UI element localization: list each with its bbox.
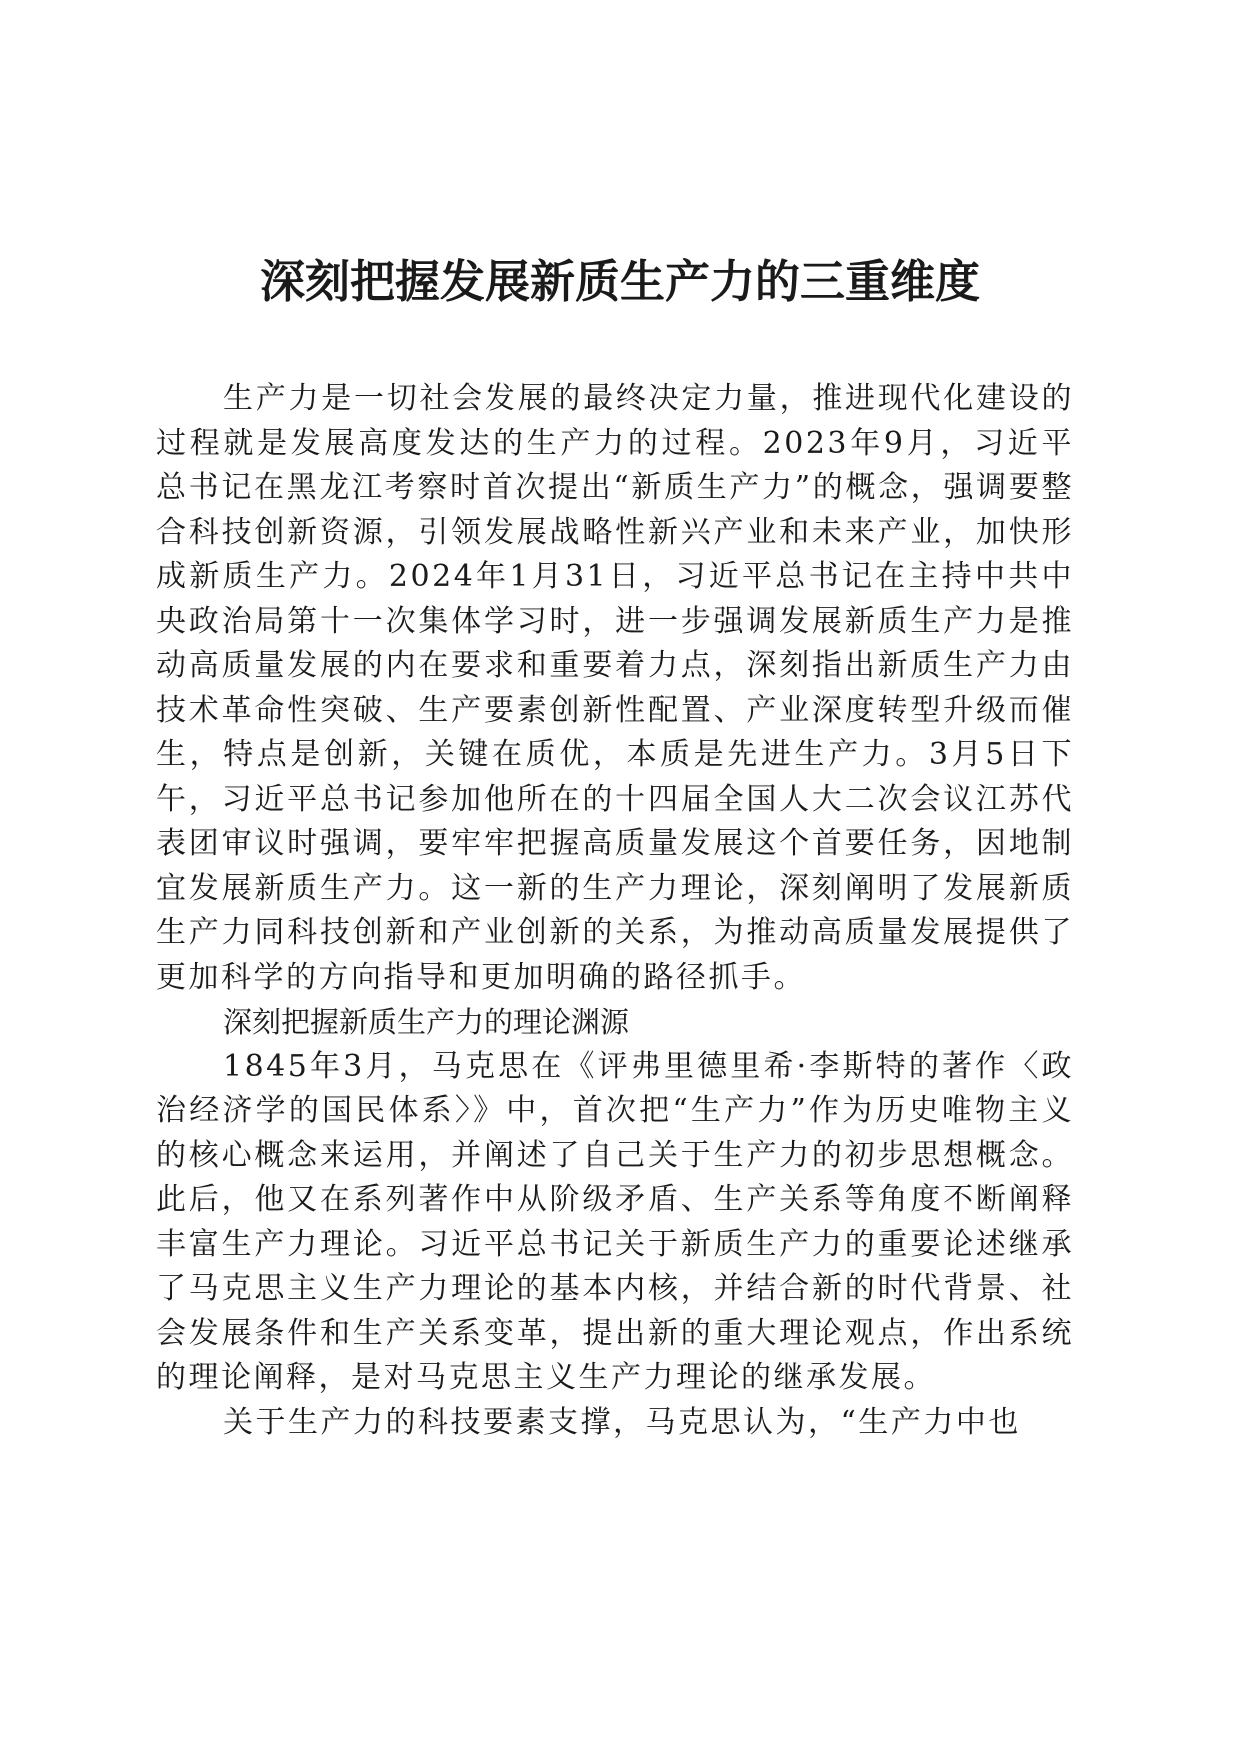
document-body [156,377,1074,1445]
paragraph-intro: 生产力是一切社会发展的最终决定力量，推进现代化建设的过程就是发展高度发达的生产力的过程。2023年9月，习近平总书记在黑龙江考察时首次提出“新质生产力”的概念，强调要整合科技创新资源，引领发展战略性新兴产业和未来产业，加快形成新质生产力。2024年1月31日，习近平总书记在主持中共中央政治局第十一次集体学习时，进一步强调发展新质生产力是推动高质量发展的内在要求和重要着力点，深刻指出新质生产力由技术革命性突破、生产要素创新性配置、产业深度转型升级而催生，特点是创新，关键在质优，本质是先进生产力。3月5日下午，习近平总书记参加他所在的十四届全国人大二次会议江苏代表团审议时强调，要牢牢把握高质量发展这个首要任务，因地制宜发展新质生产力。这一新的生产力理论，深刻阐明了发展新质生产力同科技创新和产业创新的关系，为推动高质量发展提供了更加科学的方向指导和更加明确的路径抓手。 [156,381,1074,995]
paragraph-tech-support: 关于生产力的科技要素支撑，马克思认为，“生产力中也 [223,1404,1021,1440]
paragraph-theory-origin: 1845年3月，马克思在《评弗里德里希·李斯特的著作〈政治经济学的国民体系〉》中，首次把“生产力”作为历史唯物主义的核心概念来运用，并阐述了自己关于生产力的初步思想概念。此后，他又在系列著作中从阶级矛盾、生产关系等角度不断阐释丰富生产力理论。习近平总书记关于新质生产力的重要论述继承了马克思主义生产力理论的基本内核，并结合新的时代背景、社会发展条件和生产关系变革，提出新的重大理论观点，作出系统的理论阐释，是对马克思主义生产力理论的继承发展。 [156,1048,1074,1395]
section-heading: 深刻把握新质生产力的理论渊源 [223,1005,630,1039]
document-title: 深刻把握发展新质生产力的三重维度 [259,255,980,308]
